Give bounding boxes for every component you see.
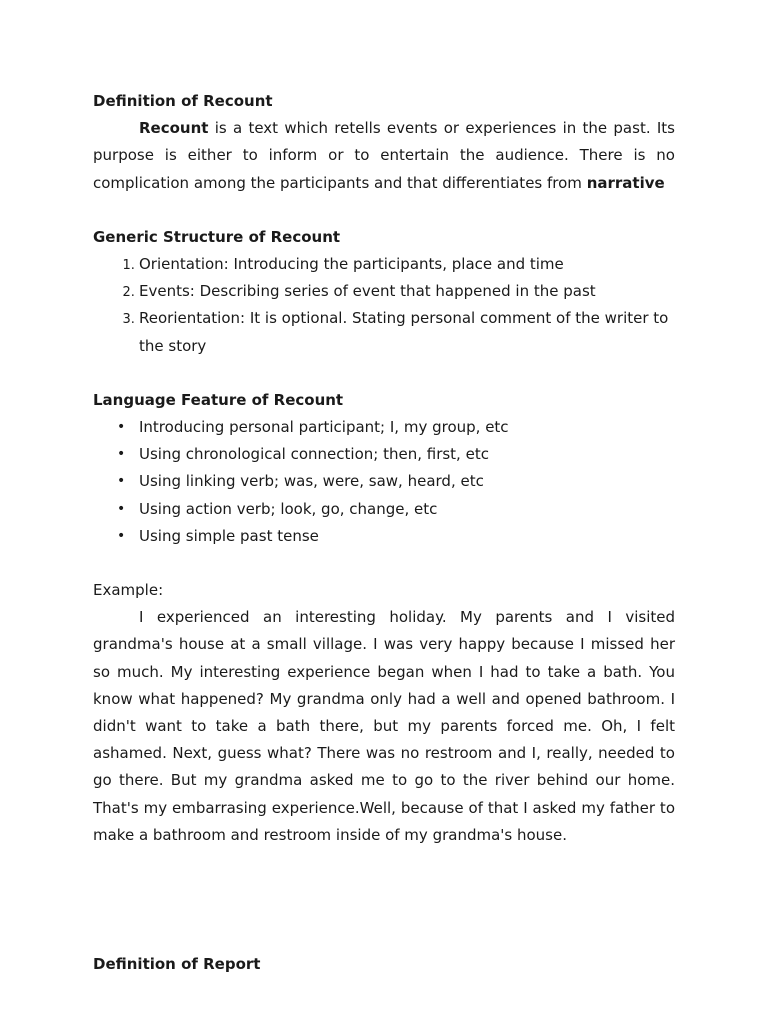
list-item: • Using action verb; look, go, change, etc	[139, 496, 675, 523]
recount-definition-text: is a text which retells events or experiences in the past. Its purpose is either to inform or to entertain the audience. There is no complication among the participants and that differentiates from	[93, 119, 675, 192]
list-item: 2. Events: Describing series of event that happened in the past	[139, 278, 675, 305]
list-item: • Using simple past tense	[139, 523, 675, 550]
spacer	[93, 197, 675, 224]
list-item: 3. Reorientation: It is optional. Stating personal comment of the writer to the story	[139, 305, 675, 359]
spacer	[93, 360, 675, 387]
list-item: • Using linking verb; was, were, saw, heard, etc	[139, 468, 675, 495]
report-definition-heading: Definition of Report	[93, 955, 261, 973]
recount-definition-heading: Definition of Recount	[93, 92, 273, 110]
list-item: 1. Orientation: Introducing the participants, place and time	[139, 251, 675, 278]
list-item: • Introducing personal participant; I, my group, etc	[139, 414, 675, 441]
structure-list	[93, 251, 675, 360]
list-item: • Using chronological connection; then, first, etc	[139, 441, 675, 468]
document-content	[93, 88, 675, 849]
spacer	[93, 550, 675, 577]
features-list	[93, 414, 675, 550]
example-label: Example:	[93, 581, 164, 600]
recount-term: Recount	[139, 119, 209, 138]
narrative-term: narrative	[586, 173, 665, 192]
recount-structure-heading: Generic Structure of Recount	[93, 227, 341, 246]
recount-features-heading: Language Feature of Recount	[93, 390, 344, 409]
recount-definition-paragraph	[93, 115, 675, 197]
example-paragraph: I experienced an interesting holiday. My parents and I visited grandma's house at a small village. I was very happy because I missed her so much. My interesting experience began when I had to take a bath. You know what happened? My grandma only had a well and opened bathroom. I didn't want to take a bath there, but my parents forced me. Oh, I felt ashamed. Next, guess what? There was no restroom and I, really, needed to go there. But my grandma asked me to go to the river behind our home. That's my embarrasing experience.Well, because of that I asked my father to make a bathroom and restroom inside of my grandma's house.	[93, 608, 675, 844]
